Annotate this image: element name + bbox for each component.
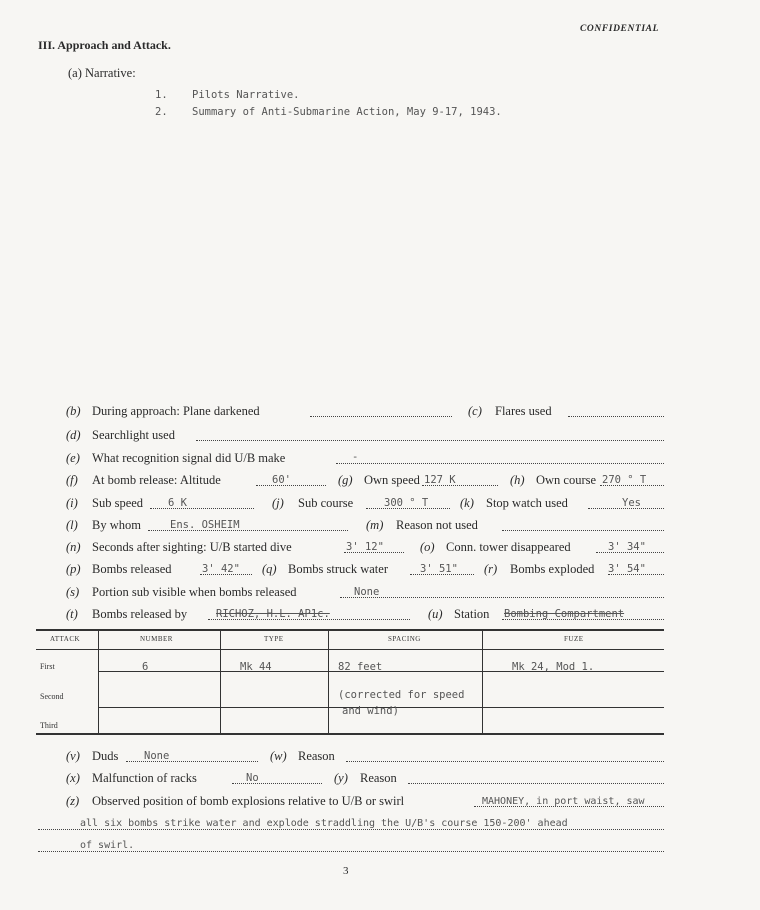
field-r-letter: (r): [484, 562, 498, 576]
field-b-label: During approach: Plane darkened: [92, 404, 260, 418]
field-i-line: [150, 508, 254, 509]
field-r-label: Bombs exploded: [510, 562, 595, 576]
field-x-value: No: [246, 772, 259, 784]
classification-mark: CONFIDENTIAL: [580, 24, 659, 34]
table-header-spacing: SPACING: [388, 635, 421, 643]
field-j-value: 300 ° T: [384, 497, 429, 509]
field-e-letter: (e): [66, 451, 80, 465]
field-v-label: Duds: [92, 749, 119, 763]
attack-table: [36, 629, 664, 735]
table-cell-spacing: (corrected for speed: [338, 689, 465, 701]
field-z-value-line1: MAHONEY, in port waist, saw: [482, 796, 645, 807]
field-c-label: Flares used: [495, 404, 552, 418]
field-l-value: Ens. OSHEIM: [170, 519, 240, 531]
page-number: 3: [343, 865, 349, 877]
field-u-letter: (u): [428, 607, 443, 621]
field-o-letter: (o): [420, 540, 435, 554]
field-f-label: At bomb release: Altitude: [92, 473, 221, 487]
field-v-letter: (v): [66, 749, 80, 763]
table-cell-number: 6: [142, 661, 149, 673]
field-h-letter: (h): [510, 473, 525, 487]
field-d-letter: (d): [66, 428, 81, 442]
field-e-value: -: [352, 451, 359, 463]
field-w-label: Reason: [298, 749, 335, 763]
field-p-letter: (p): [66, 562, 81, 576]
field-s-label: Portion sub visible when bombs released: [92, 585, 297, 599]
table-cell-spacing: 82 feet: [338, 661, 383, 673]
field-c-letter: (c): [468, 404, 482, 418]
field-g-label: Own speed: [364, 473, 420, 487]
field-j-letter: (j): [272, 496, 284, 510]
narrative-item-num: 2.: [155, 106, 168, 118]
field-h-label: Own course: [536, 473, 597, 487]
field-m-label: Reason not used: [396, 518, 478, 532]
field-z-value-line3: of swirl.: [80, 840, 135, 851]
field-t-letter: (t): [66, 607, 78, 621]
field-g-letter: (g): [338, 473, 353, 487]
field-d-label: Searchlight used: [92, 428, 175, 442]
field-i-value: 6 K: [168, 497, 187, 509]
table-cell-attack: Second: [40, 692, 64, 701]
field-d-line: [196, 440, 664, 441]
field-s-letter: (s): [66, 585, 80, 599]
narrative-item-text: Pilots Narrative.: [192, 89, 300, 101]
field-b-line: [310, 416, 452, 417]
field-l-label: By whom: [92, 518, 141, 532]
field-f-value: 60': [272, 474, 291, 486]
field-t-label: Bombs released by: [92, 607, 188, 621]
field-z-letter: (z): [66, 794, 80, 808]
field-z-line-3: [38, 851, 664, 852]
narrative-item-num: 1.: [155, 89, 168, 101]
field-c-line: [568, 416, 664, 417]
table-cell-spacing: and wind): [342, 705, 399, 717]
narrative-item-text: Summary of Anti-Submarine Action, May 9-17, 1943.: [192, 106, 502, 118]
field-p-label: Bombs released: [92, 562, 172, 576]
field-q-letter: (q): [262, 562, 277, 576]
table-header-fuze: FUZE: [564, 635, 584, 643]
table-header-attack: ATTACK: [50, 635, 81, 643]
table-header-type: TYPE: [264, 635, 284, 643]
field-g-value: 127 K: [424, 474, 456, 486]
field-n-letter: (n): [66, 540, 81, 554]
field-l-letter: (l): [66, 518, 78, 532]
field-m-line: [502, 530, 664, 531]
field-q-value: 3' 51": [420, 563, 458, 575]
field-k-letter: (k): [460, 496, 474, 510]
section-heading: III. Approach and Attack.: [38, 38, 171, 52]
field-n-value: 3' 12": [346, 541, 384, 553]
field-v-value: None: [144, 750, 170, 762]
table-cell-attack: First: [40, 662, 55, 671]
field-n-label: Seconds after sighting: U/B started dive: [92, 540, 292, 554]
field-w-letter: (w): [270, 749, 287, 763]
field-f-line: [256, 485, 326, 486]
field-y-letter: (y): [334, 771, 348, 785]
field-b-letter: (b): [66, 404, 81, 418]
field-k-label: Stop watch used: [486, 496, 568, 510]
field-o-label: Conn. tower disappeared: [446, 540, 571, 554]
field-z-label: Observed position of bomb explosions relative to U/B or swirl: [92, 794, 405, 808]
field-f-letter: (f): [66, 473, 78, 487]
narrative-label: (a) Narrative:: [68, 66, 136, 80]
field-u-label: Station: [454, 607, 490, 621]
field-o-value: 3' 34": [608, 541, 646, 553]
field-e-label: What recognition signal did U/B make: [92, 451, 286, 465]
field-r-value: 3' 54": [608, 563, 646, 575]
field-x-letter: (x): [66, 771, 80, 785]
field-u-value: Bombing Compartment: [504, 608, 625, 620]
field-z-value-line2: all six bombs strike water and explode straddling the U/B's course 150-200' ahead: [80, 818, 568, 829]
field-j-label: Sub course: [298, 496, 354, 510]
field-t-value: RICHOZ, H.L. AP1c.: [216, 608, 330, 620]
table-cell-type: Mk 44: [240, 661, 272, 673]
field-s-line: [340, 597, 664, 598]
field-p-value: 3' 42": [202, 563, 240, 575]
table-header-number: NUMBER: [140, 635, 173, 643]
field-i-label: Sub speed: [92, 496, 144, 510]
table-cell-fuze: Mk 24, Mod 1.: [512, 661, 595, 673]
field-e-line: [336, 463, 664, 464]
field-y-label: Reason: [360, 771, 397, 785]
field-s-value: None: [354, 586, 380, 598]
field-x-label: Malfunction of racks: [92, 771, 197, 785]
field-k-value: Yes: [622, 497, 641, 509]
field-z-line-2: [38, 829, 664, 830]
field-h-value: 270 ° T: [602, 474, 647, 486]
table-cell-attack: Third: [40, 721, 58, 730]
field-i-letter: (i): [66, 496, 78, 510]
field-y-line: [408, 783, 664, 784]
field-m-letter: (m): [366, 518, 384, 532]
field-w-line: [346, 761, 664, 762]
field-q-label: Bombs struck water: [288, 562, 388, 576]
